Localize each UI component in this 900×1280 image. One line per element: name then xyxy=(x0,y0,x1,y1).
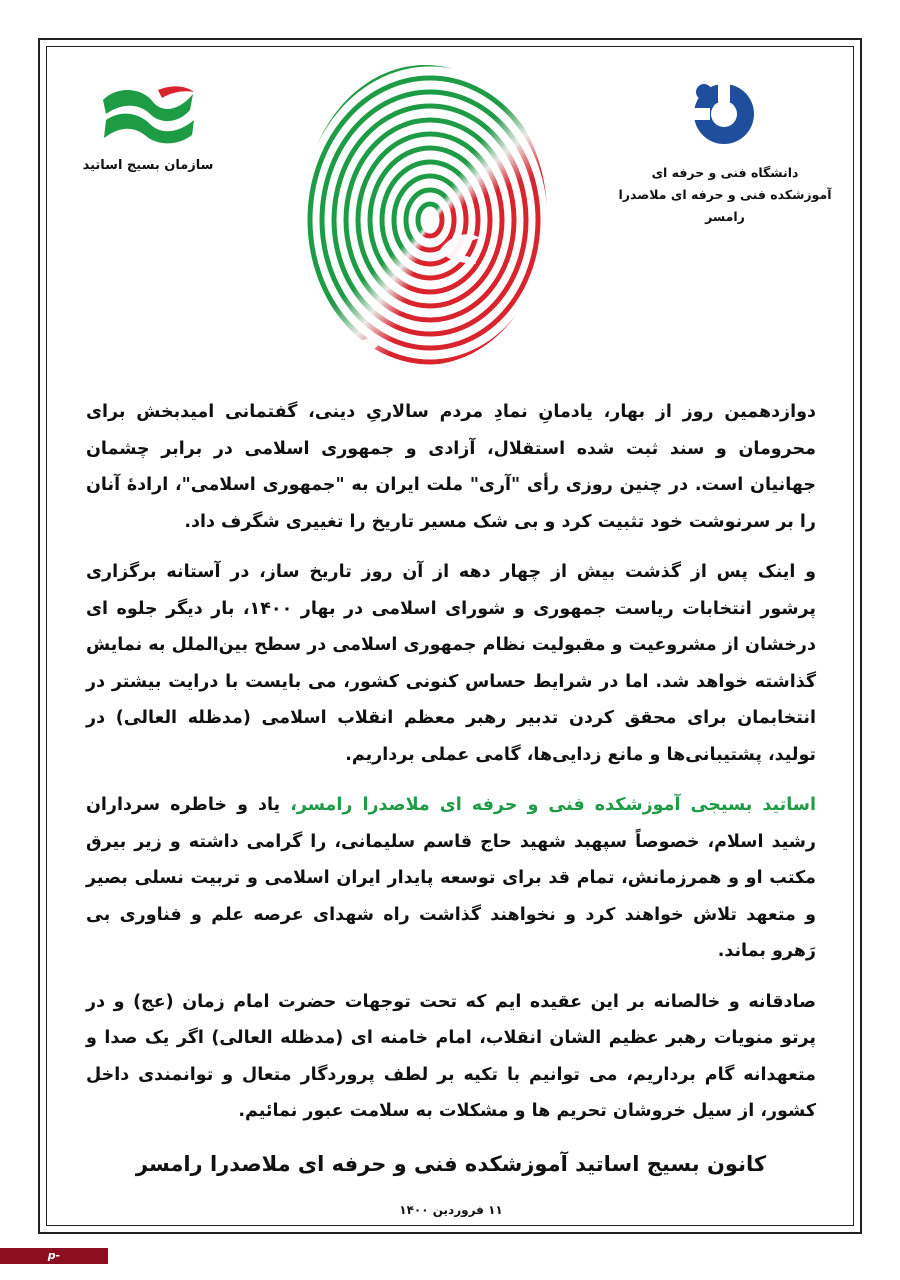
site-url-tag[interactable]: p-ramsar.tvu.ac.ir xyxy=(0,1248,108,1264)
paragraph-3 xyxy=(86,787,816,970)
right-org-name xyxy=(600,162,850,228)
tvu-logo-icon xyxy=(688,76,760,148)
statement-body xyxy=(86,394,816,1144)
basij-logo-icon xyxy=(98,80,198,150)
paragraph-4: صادقانه و خالصانه بر این عقیده ایم که تحت توجهات حضرت امام زمان (عج) و در پرتو منویات رهبر عظیم الشان انقلاب، امام خامنه ای (مدظله العالی) اگر یک صدا و متعهدانه گام برداریم، می توانیم با تکیه بر لطف پروردگار متعال و توانمندی داخل کشور، از سیل خروشان تحریم ها و مشکلات به سلامت عبور نمائیم. xyxy=(86,991,816,1121)
signature: کانون بسیج اساتید آموزشکده فنی و حرفه ای ملاصدرا رامسر xyxy=(135,1152,767,1176)
paragraph-1: دوازدهمین روز از بهار، یادمانِ نمادِ مردم سالاریِ دینی، گفتمانی امیدبخش برای محرومان و سند ثبت شده استقلال، آزادی و جمهوری اسلامی در برابر چشمان جهانیان است. در چنین روزی رأی "آری" ملت ایران به "جمهوری اسلامی"، ارادهٔ آنان را بر سرنوشت خود تثبیت کرد و بی شک مسیر تاریخ را تغییری شگرف داد. xyxy=(86,402,816,532)
highlighted-phrase: اساتید بسیجی آموزشکده فنی و حرفه ای ملاصدرا رامسر، xyxy=(290,795,816,815)
paragraph-3-text: یاد و خاطره سرداران رشید اسلام، خصوصاً سپهبد شهید حاج قاسم سلیمانی، را گرامی داشته و زیر بیرق مکتب او و همرزمانش، تمام قد برای توسعه پایدار ایران اسلامی و تربیت نسلی بصیر و متعهد تلاش خواهند کرد و نخواهند گذاشت راه شهدای عرصه علم و فناوری بی رَهرو بماند. xyxy=(86,795,816,961)
right-org-line1: دانشگاه فنی و حرفه ای xyxy=(651,165,799,180)
left-org-name: سازمان بسیج اساتید xyxy=(82,158,214,173)
fingerprint-emblem-icon xyxy=(290,50,560,370)
date: ۱۱ فروردین ۱۴۰۰ xyxy=(399,1203,503,1217)
right-org-line2: آموزشکده فنی و حرفه ای ملاصدرا رامسر xyxy=(618,187,832,224)
paragraph-2: و اینک پس از گذشت بیش از چهار دهه از آن روز تاریخ ساز، در آستانه برگزاری پرشور انتخابات ریاست جمهوری و شورای اسلامی در بهار ۱۴۰۰، بار دیگر جلوه ای درخشان از مشروعیت و مقبولیت نظام جمهوری اسلامی در سطح بین‌الملل به نمایش گذاشته خواهد شد. اما در شرایط حساس کنونی کشور، می بایست با درایت بیشتر در انتخابمان برای محقق کردن تدبیر رهبر معظم انقلاب اسلامی (مدظله العالی) در تولید، پشتیبانی‌ها و مانع زدایی‌ها، گامی عملی برداریم. xyxy=(86,562,816,765)
